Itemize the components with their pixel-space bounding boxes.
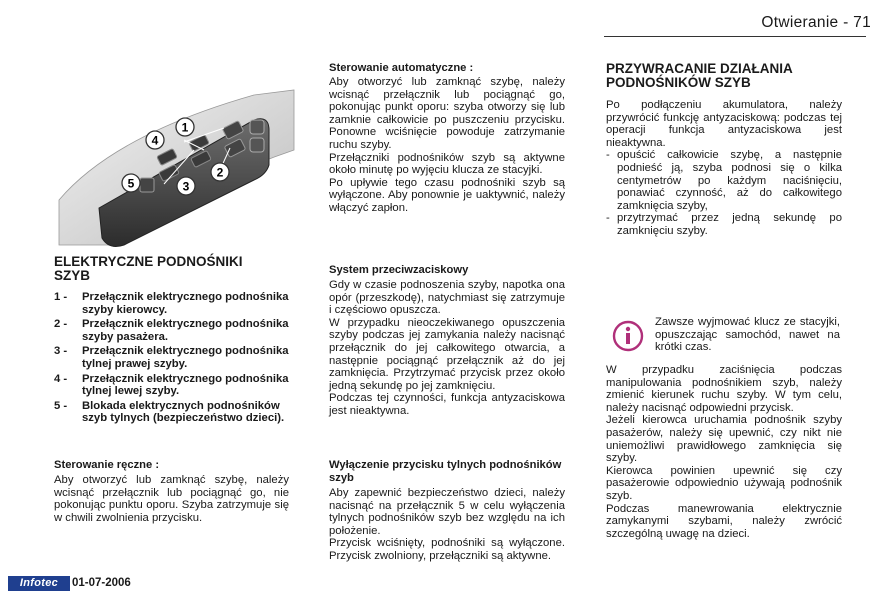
right-section-title <box>606 62 866 90</box>
window-switch-illustration <box>54 80 299 250</box>
rear-lock-heading: Wyłączenie przycisku tylnych podnośników szyb <box>329 459 562 484</box>
callout-3 <box>177 177 195 195</box>
svg-text:4: 4 <box>151 133 159 148</box>
list-item-label: Przełącznik elektrycznego podnośnika szyby pasażera. <box>82 318 289 343</box>
list-item <box>606 149 842 212</box>
reset-intro: Po podłączeniu akumulatora, należy przywrócić funkcję antyzaciskową: podczas tej operacji funkcja antyzaciskowa jest nieaktywna. <box>606 99 842 149</box>
anti-pinch-text <box>329 279 565 418</box>
anti-pinch-heading: System przeciwzaciskowy <box>329 264 469 276</box>
rear-lock-text <box>329 487 565 563</box>
footer-date: 01-07-2006 <box>72 577 131 589</box>
rear-lock-paragraph-2: Przycisk wciśnięty, podnośniki są wyłączone. Przycisk zwolniony, przełączniki są aktywne. <box>329 537 565 562</box>
reset-procedure-text <box>606 99 842 238</box>
auto-control-paragraph-2: Przełączniki podnośników szyb są aktywne około minutę po wyjęciu klucza ze stacyjki. <box>329 151 565 177</box>
auto-control-text <box>329 76 565 215</box>
safety-paragraph-1: W przypadku zaciśnięcia podczas manipulowania podnośnikiem szyb, należy zmienić kierunek ruchu szyby. W tym celu, należy nacisnąć odpowiedni przycisk. <box>606 364 842 414</box>
list-item <box>606 212 842 237</box>
list-item-number: 1 - <box>54 291 68 303</box>
svg-text:2: 2 <box>216 165 224 180</box>
list-item-number: 2 - <box>54 318 68 331</box>
callout-1 <box>176 118 194 136</box>
safety-paragraph-4: Podczas manewrowania elektrycznie zamykanymi szybami, należy zwrócić szczególną uwagę na dzieci. <box>606 502 842 540</box>
list-item-number: 3 - <box>54 345 68 358</box>
safety-paragraph-3: Kierowca powinien upewnić się czy pasażerowie odpowiednio używają podnośnik szyb. <box>606 464 842 502</box>
auto-control-heading: Sterowanie automatyczne : <box>329 62 474 74</box>
list-item <box>54 373 294 398</box>
svg-text:3: 3 <box>182 179 190 194</box>
manual-control-heading: Sterowanie ręczne : <box>54 459 160 471</box>
right-title-line2: PODNOŚNIKÓW SZYB <box>606 75 751 90</box>
list-item <box>54 318 294 343</box>
list-item-label: Blokada elektrycznych podnośników szyb tylnych (bezpieczeństwo dzieci). <box>82 399 285 425</box>
auto-control-paragraph-3: Po upływie tego czasu podnośniki szyb są wyłączone. Aby ponownie je uaktywnić, należy włączyć zapłon. <box>329 176 565 214</box>
right-title-line1: PRZYWRACANIE DZIAŁANIA <box>606 61 793 76</box>
svg-text:1: 1 <box>181 120 189 135</box>
safety-paragraph-2: Jeżeli kierowca uruchamia podnośnik szyby pasażerów, należy się upewnić, czy nikt nie uniemożliwi prawidłowego zamknięcia się szyby. <box>606 414 842 465</box>
anti-pinch-paragraph-1: Gdy w czasie podnoszenia szyby, napotka ona opór (przeszkodę), natychmiast się zatrzymuje i częściowo opuszcza. <box>329 279 565 317</box>
switch-legend-list <box>54 291 294 427</box>
list-item-number: 4 - <box>54 372 68 385</box>
left-title-line1: ELEKTRYCZNE PODNOŚNIKI <box>54 254 243 269</box>
list-item <box>54 291 294 316</box>
callout-4 <box>146 131 164 149</box>
child-lock-switch <box>140 178 154 192</box>
callout-2 <box>211 163 229 181</box>
list-item <box>54 400 294 425</box>
left-title-line2: SZYB <box>54 268 91 283</box>
infotec-logo: Infotec <box>8 576 70 591</box>
bullet-dash: - <box>606 149 610 162</box>
list-item-label: Przełącznik elektrycznego podnośnika tylnej prawej szyby. <box>82 345 289 370</box>
left-section-title <box>54 255 299 283</box>
safety-text <box>606 364 842 540</box>
anti-pinch-paragraph-3: Podczas tej czynności, funkcja antyzaciskowa jest nieaktywna. <box>329 392 565 417</box>
auto-control-paragraph-1: Aby otworzyć lub zamknąć szybę, należy wcisnąć przełącznik lub pociągnąć go, pokonując punkt oporu: szyba otworzy się lub zamknie całkowicie po puszczeniu przycisku. Ponowne wciśnięcie powoduje zatrzymanie ruchu szyby. <box>329 76 565 151</box>
switch-mirror-top <box>250 120 264 134</box>
list-item <box>54 345 294 370</box>
info-note <box>655 316 840 354</box>
list-item-label: Przełącznik elektrycznego podnośnika tylnej lewej szyby. <box>82 372 289 398</box>
page-title: Otwieranie - 71 <box>761 14 871 31</box>
rear-lock-paragraph-1: Aby zapewnić bezpieczeństwo dzieci, należy nacisnąć na przełącznik 5 w celu wyłączenia tylnych podnośników szyb bez względu na ich położenie. <box>329 487 565 537</box>
info-note-text: Zawsze wyjmować klucz ze stacyjki, opuszczając samochód, nawet na krótki czas. <box>655 316 840 354</box>
list-item-number: 5 - <box>54 399 68 412</box>
header-rule <box>604 36 866 37</box>
anti-pinch-paragraph-2: W przypadku nieoczekiwanego opuszczenia szyby podczas jej zamykania należy nacisnąć przełącznik do jej całkowitego otwarcia, a następnie pociągnąć przełącznik aż do jej zamknięcia. Przytrzymać przycisk przez około jedną sekundę po jej zamknięciu. <box>329 316 565 392</box>
switch-mirror-bottom <box>250 138 264 152</box>
manual-control-text <box>54 474 289 524</box>
bullet-text: przytrzymać przez jedną sekundę po zamknięciu szyby. <box>617 212 842 237</box>
info-icon <box>612 320 644 352</box>
callout-5 <box>122 174 140 192</box>
svg-text:5: 5 <box>127 176 135 191</box>
manual-control-paragraph: Aby otworzyć lub zamknąć szybę, należy wcisnąć przełącznik lub pociągnąć go, nie pokonując punktu oporu. Szyba zatrzymuje się w chwili zwolnienia przycisku. <box>54 474 289 524</box>
bullet-dash: - <box>606 212 610 225</box>
list-item-label: Przełącznik elektrycznego podnośnika szyby kierowcy. <box>82 291 289 316</box>
bullet-text: opuścić całkowicie szybę, a następnie podnieść ją, szyba podnosi się o kilka centymetrów po każdym naciśnięciu, ponawiać czynność, aż do całkowitego zamknięcia szyby, <box>617 149 842 212</box>
